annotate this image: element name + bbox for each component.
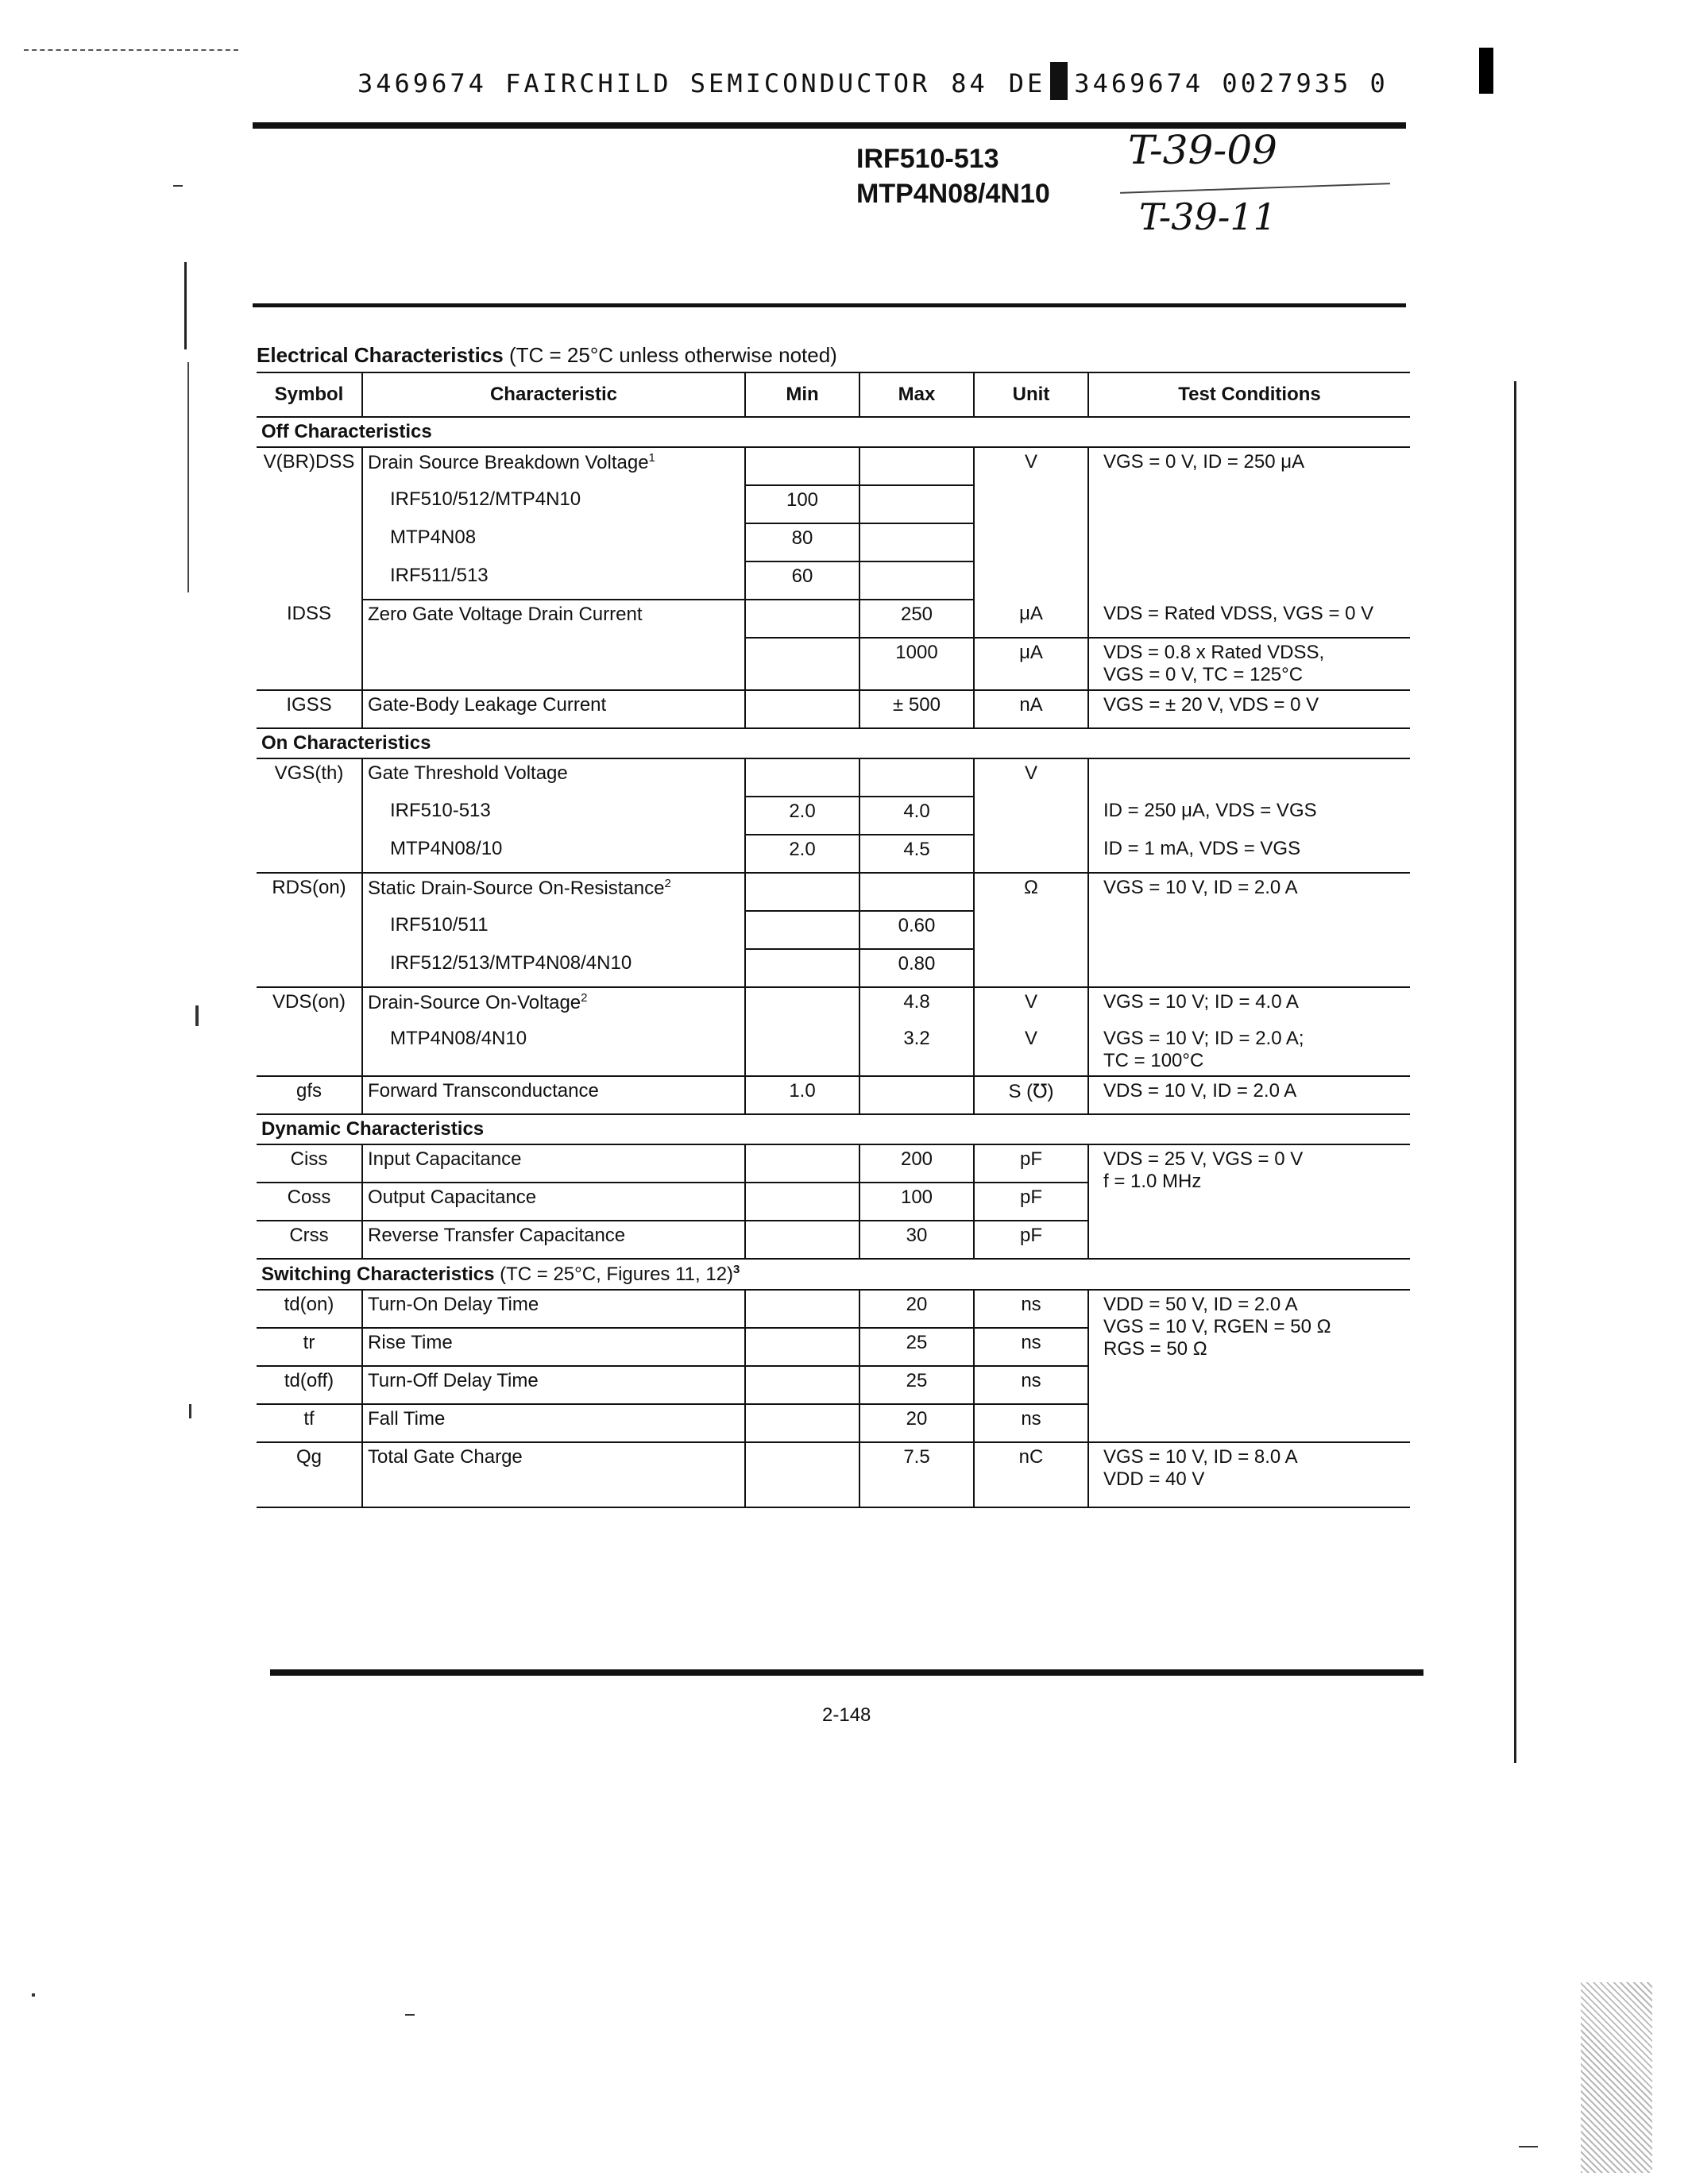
char-tdoff: Turn-Off Delay Time: [362, 1366, 745, 1404]
cond-line: f = 1.0 MHz: [1103, 1171, 1202, 1192]
max-value: 4.0: [859, 797, 974, 835]
cond-cell: [1088, 1442, 1410, 1507]
scan-edge-mark: [1479, 48, 1493, 94]
table-title: [257, 343, 837, 368]
max-value: 3.2: [859, 1024, 974, 1076]
sym-qg: Qg: [257, 1442, 362, 1507]
char-tr: Rise Time: [362, 1328, 745, 1366]
max-cell: [859, 561, 974, 600]
char-tdon: Turn-On Delay Time: [362, 1290, 745, 1328]
header-company: FAIRCHILD SEMICONDUCTOR: [505, 68, 931, 98]
part-title: [856, 141, 1050, 211]
scan-block-mark: [1050, 62, 1068, 100]
cond-line: VDD = 40 V: [1103, 1468, 1205, 1490]
max-value: 250: [859, 600, 974, 638]
scan-speck: [32, 1993, 35, 1997]
scan-speck: [405, 2014, 415, 2016]
min-value: 80: [745, 523, 859, 561]
variant-name: MTP4N08/4N10: [362, 1024, 745, 1076]
unit-value: ns: [974, 1328, 1088, 1366]
variant-name: IRF510/511: [390, 914, 489, 936]
unit-value: pF: [974, 1144, 1088, 1183]
min-cell: [745, 1328, 859, 1366]
max-value: 1000: [859, 638, 974, 690]
table-row: [257, 873, 1410, 911]
table-row: [257, 1024, 1410, 1076]
max-value: 100: [859, 1183, 974, 1221]
max-value: 0.60: [859, 911, 974, 949]
table-row: [257, 1290, 1410, 1328]
scan-artifact-line: [184, 262, 187, 349]
max-cell: [859, 758, 974, 797]
min-value: 100: [745, 485, 859, 523]
sym-igss: IGSS: [257, 690, 362, 728]
char-idss: Zero Gate Voltage Drain Current: [362, 600, 745, 690]
cond-bvdss: VGS = 0 V, ID = 250 μA: [1088, 447, 1410, 600]
scan-speck: [195, 1005, 199, 1026]
table-row: [257, 447, 1410, 485]
min-cell: [745, 600, 859, 638]
min-cell: [745, 1183, 859, 1221]
category-row: [257, 417, 1410, 447]
scan-artifact-dash: [24, 49, 238, 51]
min-cell: [745, 447, 859, 485]
header-code: 3469674: [357, 68, 487, 98]
cond-cell: [1088, 1024, 1410, 1076]
scan-speck: [1519, 2146, 1538, 2147]
max-cell: [859, 523, 974, 561]
cond-line: TC = 100°C: [1103, 1050, 1204, 1071]
table-title-bold: Electrical Characteristics: [257, 343, 504, 367]
min-cell: [745, 1442, 859, 1507]
variant-name: IRF511/513: [362, 561, 745, 600]
col-min: Min: [745, 372, 859, 417]
max-cell: [859, 1076, 974, 1114]
sym-rds: RDS(on): [257, 873, 362, 987]
cond-value: VDS = Rated VDSS, VGS = 0 V: [1088, 600, 1410, 638]
sym-vgsth: VGS(th): [257, 758, 362, 873]
min-cell: [745, 987, 859, 1024]
variant-name: IRF512/513/MTP4N08/4N10: [362, 949, 745, 987]
char-vds: Drain-Source On-Voltage: [368, 992, 581, 1013]
sym-coss: Coss: [257, 1183, 362, 1221]
cond-line: VDS = 25 V, VGS = 0 V: [1103, 1148, 1304, 1170]
max-value: 25: [859, 1366, 974, 1404]
cond-line: VGS = 10 V; ID = 2.0 A;: [1103, 1028, 1304, 1049]
variant-name: MTP4N08: [390, 527, 477, 548]
scan-artifact-line: [1514, 381, 1516, 1763]
cond-line: VGS = 10 V, RGEN = 50 Ω: [1103, 1316, 1331, 1337]
header-ref: 3469674 0027935 0: [1074, 68, 1389, 98]
table-row: [257, 835, 1410, 873]
unit-value: ns: [974, 1404, 1088, 1442]
switching-note: (TC = 25°C, Figures 11, 12): [500, 1264, 734, 1285]
min-cell: [745, 1290, 859, 1328]
col-characteristic: Characteristic: [362, 372, 745, 417]
max-value: 20: [859, 1290, 974, 1328]
footnote-ref: 2: [664, 877, 671, 890]
header-de: DE: [1008, 68, 1046, 98]
max-value: 30: [859, 1221, 974, 1259]
min-cell: [745, 1024, 859, 1076]
max-cell: [859, 485, 974, 523]
cond-cell: [1088, 1144, 1410, 1259]
table-row: [257, 600, 1410, 638]
variant-name: IRF510-513: [390, 800, 491, 821]
handwritten-stroke: [1120, 183, 1390, 194]
sym-tr: tr: [257, 1328, 362, 1366]
unit-value: V: [1024, 991, 1037, 1013]
unit-value: ns: [974, 1366, 1088, 1404]
max-value: 20: [859, 1404, 974, 1442]
sym-gfs: gfs: [257, 1076, 362, 1114]
switching-title-cell: [257, 1259, 1410, 1290]
char-ciss: Input Capacitance: [362, 1144, 745, 1183]
unit-value: μA: [974, 638, 1088, 690]
char-vgsth: Gate Threshold Voltage: [368, 762, 568, 784]
category-row: [257, 728, 1410, 758]
cond-cell: [1088, 638, 1410, 690]
table-row: [257, 797, 1410, 835]
min-cell: [745, 690, 859, 728]
max-value: 7.5: [859, 1442, 974, 1507]
char-qg: Total Gate Charge: [362, 1442, 745, 1507]
unit-value: ns: [974, 1290, 1088, 1328]
cond-value: VDS = 10 V, ID = 2.0 A: [1088, 1076, 1410, 1114]
max-value: 25: [859, 1328, 974, 1366]
cond-value: ID = 250 μA, VDS = VGS: [1088, 797, 1410, 835]
category-row: [257, 1114, 1410, 1144]
scan-artifact-line: [187, 362, 189, 592]
min-cell: [745, 1221, 859, 1259]
char-gfs: Forward Transconductance: [362, 1076, 745, 1114]
sym-ciss: Ciss: [257, 1144, 362, 1183]
table-row: [257, 987, 1410, 1024]
sym-tdon: td(on): [257, 1290, 362, 1328]
cond-cell: [1088, 758, 1410, 797]
char-cell: [362, 447, 745, 485]
min-value: 60: [745, 561, 859, 600]
variant-name: MTP4N08/10: [362, 835, 745, 873]
unit-value: nA: [974, 690, 1088, 728]
char-cell: [362, 987, 745, 1024]
min-cell: [745, 1404, 859, 1442]
scan-header: [357, 62, 1389, 100]
max-value: 0.80: [859, 949, 974, 987]
min-value: 2.0: [745, 835, 859, 873]
unit-value: V: [974, 1024, 1088, 1076]
col-max: Max: [859, 372, 974, 417]
max-value: 200: [859, 1144, 974, 1183]
table-row: [257, 1442, 1410, 1507]
table-row: [257, 690, 1410, 728]
scan-corner-noise: [1581, 1982, 1652, 2173]
scan-speck: [173, 185, 183, 187]
part-line2: MTP4N08/4N10: [856, 179, 1050, 209]
electrical-characteristics-table: [257, 372, 1410, 1508]
cond-line: VDS = 0.8 x Rated VDSS,: [1103, 642, 1325, 663]
unit-rds: Ω: [974, 873, 1088, 987]
char-rds: Static Drain-Source On-Resistance: [368, 878, 665, 899]
table-row: [257, 1076, 1410, 1114]
min-cell: [745, 758, 859, 797]
min-cell: [745, 638, 859, 690]
sym-crss: Crss: [257, 1221, 362, 1259]
min-value: 2.0: [745, 797, 859, 835]
off-title: Off Characteristics: [257, 417, 1410, 447]
unit-bvdss: V: [1024, 451, 1037, 473]
cond-rds: VGS = 10 V, ID = 2.0 A: [1088, 873, 1410, 987]
on-title: On Characteristics: [257, 728, 1410, 758]
variant-name: IRF510/512/MTP4N10: [390, 488, 581, 510]
min-cell: [745, 1144, 859, 1183]
char-coss: Output Capacitance: [362, 1183, 745, 1221]
handwritten-note-2: T-39-11: [1139, 195, 1277, 238]
max-cell: [859, 447, 974, 485]
unit-vgsth: V: [974, 758, 1088, 873]
unit-value: nC: [974, 1442, 1088, 1507]
char-igss: Gate-Body Leakage Current: [362, 690, 745, 728]
char-cell: [362, 873, 745, 911]
sym-idss: IDSS: [257, 600, 362, 690]
cond-line: VGS = 10 V, ID = 8.0 A: [1103, 1446, 1298, 1468]
char-tf: Fall Time: [362, 1404, 745, 1442]
cond-line: VDD = 50 V, ID = 2.0 A: [1103, 1294, 1298, 1315]
unit-value: S (℧): [974, 1076, 1088, 1114]
char-crss: Reverse Transfer Capacitance: [362, 1221, 745, 1259]
unit-value: pF: [974, 1221, 1088, 1259]
min-cell: [745, 1366, 859, 1404]
table-row: [257, 758, 1410, 797]
sym-bvdss: V(BR)DSS: [257, 447, 362, 600]
switching-title: Switching Characteristics: [261, 1264, 495, 1285]
max-value: 4.8: [859, 987, 974, 1024]
cond-value: ID = 1 mA, VDS = VGS: [1088, 835, 1410, 873]
min-cell: [745, 911, 859, 949]
col-test-conditions: Test Conditions: [1088, 372, 1410, 417]
col-symbol: Symbol: [257, 372, 362, 417]
section-rule: [253, 303, 1406, 307]
dynamic-title: Dynamic Characteristics: [257, 1114, 1410, 1144]
max-value: ± 500: [859, 690, 974, 728]
max-cell: [859, 873, 974, 911]
handwritten-note-1: T-39-09: [1128, 127, 1277, 173]
category-row: [257, 1259, 1410, 1290]
cond-line: VGS = 0 V, TC = 125°C: [1103, 664, 1304, 685]
min-cell: [745, 873, 859, 911]
min-cell: [745, 949, 859, 987]
col-unit: Unit: [974, 372, 1088, 417]
unit-value: pF: [974, 1183, 1088, 1221]
footnote-ref: 3: [733, 1263, 740, 1276]
page-number: 2-148: [822, 1704, 871, 1726]
cond-value: VGS = 10 V; ID = 4.0 A: [1088, 987, 1410, 1024]
sym-tf: tf: [257, 1404, 362, 1442]
table-title-note: (TC = 25°C unless otherwise noted): [508, 343, 837, 367]
unit-value: μA: [974, 600, 1088, 638]
char-bvdss: Drain Source Breakdown Voltage: [368, 452, 649, 473]
scan-speck: [189, 1404, 191, 1418]
bottom-rule: [270, 1669, 1423, 1676]
table-row: [257, 1144, 1410, 1183]
sym-vds: VDS(on): [257, 987, 362, 1076]
footnote-ref: 1: [648, 451, 655, 465]
part-line1: IRF510-513: [856, 144, 999, 174]
sym-tdoff: td(off): [257, 1366, 362, 1404]
cond-cell: [1088, 1290, 1410, 1442]
header-code2: 84: [951, 68, 988, 98]
max-value: 4.5: [859, 835, 974, 873]
footnote-ref: 2: [581, 991, 588, 1005]
cond-line: RGS = 50 Ω: [1103, 1338, 1207, 1360]
min-value: 1.0: [745, 1076, 859, 1114]
table-header-row: [257, 372, 1410, 417]
cond-value: VGS = ± 20 V, VDS = 0 V: [1088, 690, 1410, 728]
